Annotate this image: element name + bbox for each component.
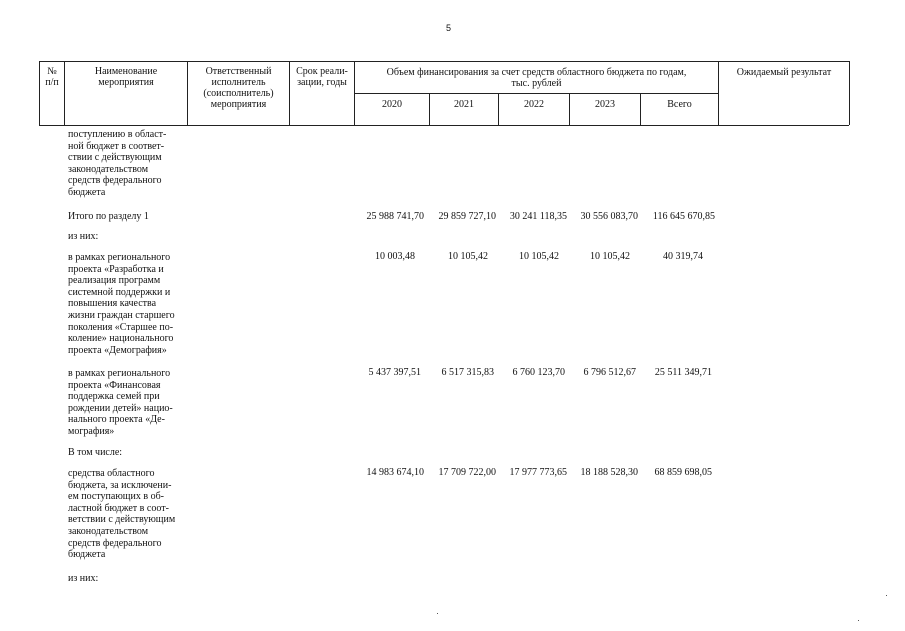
rb-2020: 14 983 674,10 bbox=[366, 467, 424, 478]
page-number: 5 bbox=[446, 23, 452, 33]
of-which-label-2: из них: bbox=[68, 573, 99, 584]
header-col-responsible: Ответственный исполнитель (соисполнитель) мероприятия bbox=[203, 66, 274, 110]
rb-2022: 17 977 773,65 bbox=[509, 467, 567, 478]
of-which-label: из них: bbox=[68, 231, 99, 242]
rb-total: 68 859 698,05 bbox=[654, 467, 712, 478]
header-total: Всего bbox=[667, 99, 692, 110]
scan-speck bbox=[858, 620, 859, 621]
header-col-volume: Объем финансирования за счет средств областного бюджета по годам, тыс. рублей bbox=[386, 67, 687, 89]
header-col-result: Ожидаемый результат bbox=[736, 67, 832, 78]
rp1-2022: 10 105,42 bbox=[519, 251, 559, 262]
rp2-2023: 6 796 512,67 bbox=[583, 367, 636, 378]
header-col-number: № п/п bbox=[45, 66, 59, 88]
header-year-2020: 2020 bbox=[382, 99, 402, 110]
total-2023: 30 556 083,70 bbox=[580, 211, 638, 222]
rp1-2023: 10 105,42 bbox=[590, 251, 630, 262]
total-section-label: Итого по разделу 1 bbox=[68, 211, 149, 222]
rp2-2022: 6 760 123,70 bbox=[512, 367, 565, 378]
rb-2021: 17 709 722,00 bbox=[438, 467, 496, 478]
total-2020: 25 988 741,70 bbox=[366, 211, 424, 222]
header-year-2023: 2023 bbox=[595, 99, 615, 110]
rp2-2021: 6 517 315,83 bbox=[441, 367, 494, 378]
header-col-name: Наименование мероприятия bbox=[94, 66, 158, 88]
continuation-text: поступлению в област- ной бюджет в соответ- ствии с действующим законодательством средств федерального бюджета bbox=[68, 129, 167, 198]
total-all: 116 645 670,85 bbox=[652, 211, 715, 222]
rp1-total: 40 319,74 bbox=[663, 251, 703, 262]
scan-speck bbox=[886, 595, 887, 596]
rb-2023: 18 188 528,30 bbox=[580, 467, 638, 478]
rp1-2021: 10 105,42 bbox=[448, 251, 488, 262]
rp2-total: 25 511 349,71 bbox=[654, 367, 712, 378]
scan-speck bbox=[437, 613, 438, 614]
regional-budget-text: средства областного бюджета, за исключени- ем поступающих в об- ластной бюджет в соот- ветствии с действующим законодательством средств федерального бюджета bbox=[68, 468, 176, 561]
rp2-2020: 5 437 397,51 bbox=[368, 367, 421, 378]
header-year-2021: 2021 bbox=[454, 99, 474, 110]
regional-project-2-text: в рамках регионального проекта «Финансовая поддержка семей при рождении детей» нацио- нального проекта «Де- мография» bbox=[68, 368, 173, 437]
total-2022: 30 241 118,35 bbox=[509, 211, 567, 222]
header-year-2022: 2022 bbox=[524, 99, 544, 110]
rp1-2020: 10 003,48 bbox=[375, 251, 415, 262]
regional-project-1-text: в рамках регионального проекта «Разработка и реализация программ системной поддержки и повышения качества жизни граждан старшего поколения «Старшее по- коление» национального проекта «Демография» bbox=[68, 252, 175, 356]
including-label: В том числе: bbox=[68, 447, 123, 458]
total-2021: 29 859 727,10 bbox=[438, 211, 496, 222]
header-col-term: Срок реали- зации, годы bbox=[296, 66, 348, 88]
